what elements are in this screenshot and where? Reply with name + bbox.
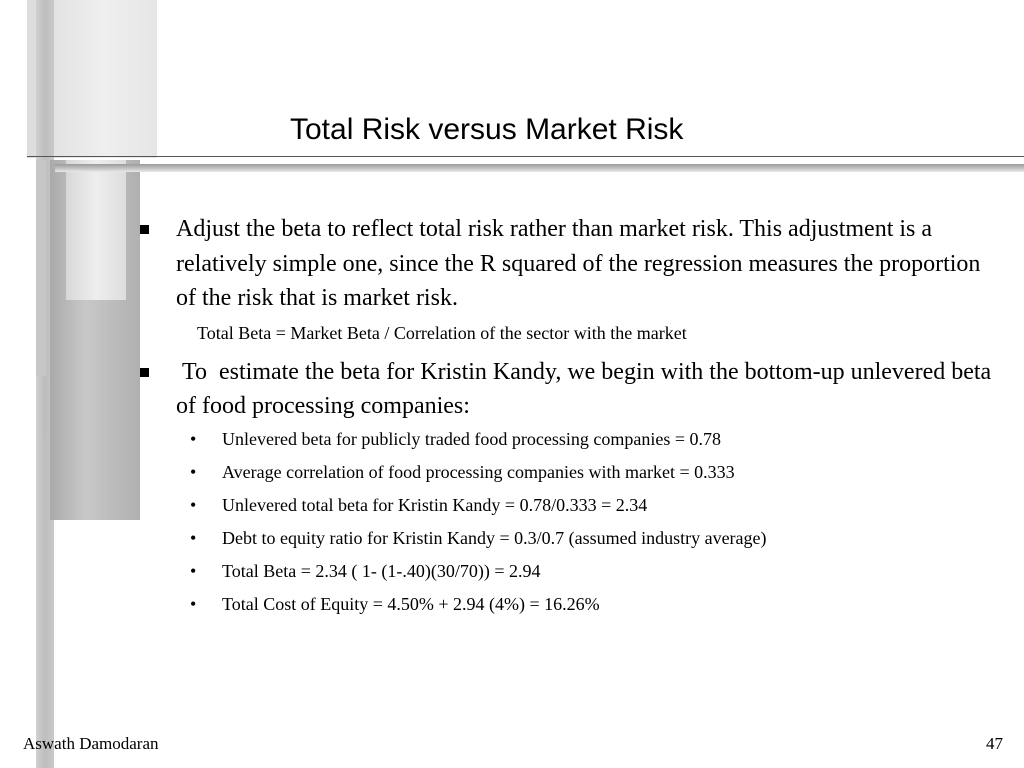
sub-bullet-text: Average correlation of food processing companies with market = 0.333 [222,461,735,482]
decorative-bar [66,160,126,300]
round-bullet-icon: • [190,461,197,482]
sub-bullet-list [140,428,1000,616]
round-bullet-icon: • [190,428,197,449]
bullet-text: Adjust the beta to reflect total risk rather than market risk. This adjustment is a relatively simple one, since the R squared of the regression measures the proportion of the risk that is market risk. [176,216,981,311]
sub-bullet-item [140,494,1000,517]
square-bullet-icon [140,368,149,377]
page-number: 47 [986,734,1003,753]
sub-bullet-item [140,428,1000,451]
round-bullet-icon: • [190,494,197,515]
bullet-item [140,212,1000,316]
square-bullet-icon [140,225,149,234]
slide-title: Total Risk versus Market Risk [290,113,684,146]
sub-bullet-item [140,593,1000,616]
sub-bullet-item [140,560,1000,583]
footer-author: Aswath Damodaran [23,734,159,753]
bullet-text: To estimate the beta for Kristin Kandy, we begin with the bottom-up unlevered beta of food processing companies: [176,358,998,419]
sub-bullet-text: Debt to equity ratio for Kristin Kandy = 0.3/0.7 (assumed industry average) [222,527,767,548]
decorative-bar [36,160,46,376]
formula-note: Total Beta = Market Beta / Correlation of the sector with the market [197,322,687,343]
title-divider-shadow [55,164,1024,172]
round-bullet-icon: • [190,560,197,581]
round-bullet-icon: • [190,527,197,548]
sub-bullet-text: Total Cost of Equity = 4.50% + 2.94 (4%) = 16.26% [222,593,600,614]
sub-bullet-text: Total Beta = 2.34 ( 1- (1-.40)(30/70)) = 2.94 [222,560,541,581]
sub-bullet-text: Unlevered total beta for Kristin Kandy = 0.78/0.333 = 2.34 [222,494,648,515]
slide-body [140,212,1000,626]
sub-bullet-text: Unlevered beta for publicly traded food processing companies = 0.78 [222,428,721,449]
round-bullet-icon: • [190,593,197,614]
sub-bullet-item [140,527,1000,550]
bullet-item [140,355,1000,424]
sub-bullet-item [140,461,1000,484]
title-divider [27,156,1024,157]
